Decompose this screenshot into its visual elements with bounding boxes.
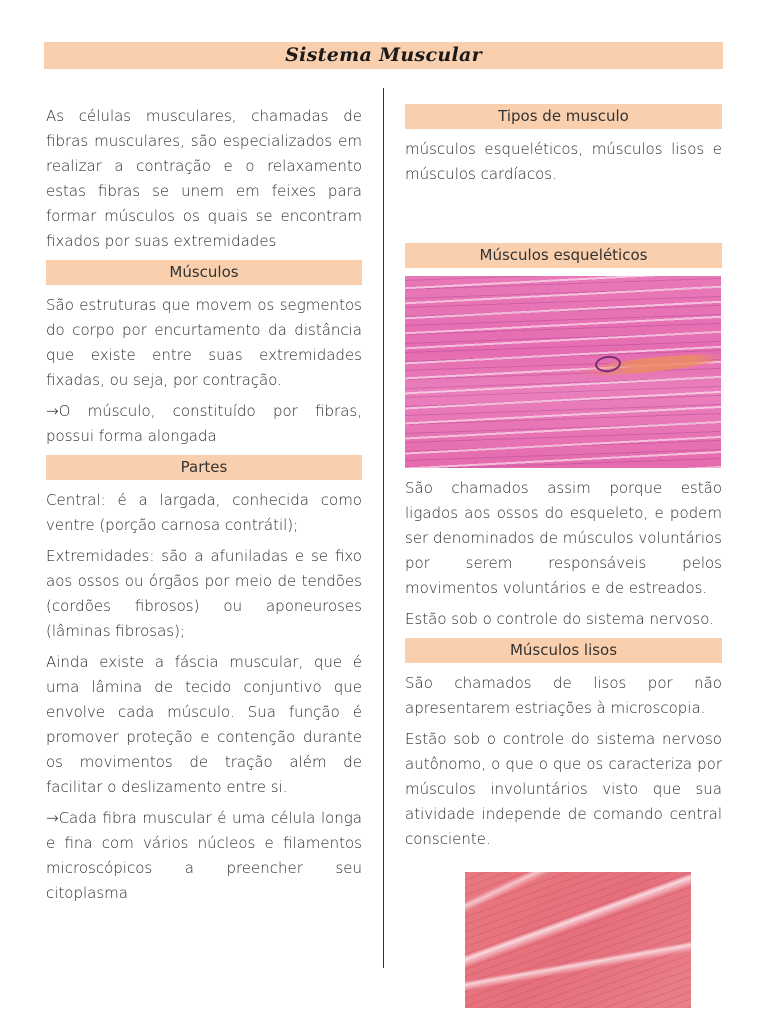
section-heading-lisos: Músculos lisos <box>405 638 722 663</box>
section-heading-musculos: Músculos <box>46 260 362 285</box>
smooth-muscle-micrograph <box>465 872 691 1008</box>
section-heading-tipos: Tipos de musculo <box>405 104 722 129</box>
esqueleticos-control: Estão sob o controle do sistema nervoso. <box>405 610 714 628</box>
partes-extremidades: Extremidades: são a afuniladas e se fixo aos ossos ou órgãos por meio de tendões (cordões fibrosos) ou aponeuroses (lâminas fibrosas); <box>46 547 362 640</box>
esqueleticos-paragraph: São chamados assim porque estão ligados aos ossos do esqueleto, e podem ser denominados de músculos voluntários por serem responsáveis pelos movimentos voluntários e de estreados. <box>405 479 722 597</box>
partes-central: Central: é a largada, conhecida como ventre (porção carnosa contrátil); <box>46 491 362 534</box>
page-title: Sistema Muscular <box>285 44 482 66</box>
right-column <box>405 104 722 858</box>
title-bar <box>44 42 723 69</box>
section-heading-esqueleticos: Músculos esqueléticos <box>405 243 722 268</box>
musculos-note: →O músculo, constituído por fibras, possui forma alongada <box>46 402 362 445</box>
partes-fascia: Ainda existe a fáscia muscular, que é uma lâmina de tecido conjuntivo que envolve cada músculo. Sua função é promover proteção e contenção durante os movimentos de tração além de facilitar o deslizamento entre si. <box>46 653 362 796</box>
intro-paragraph: As células musculares, chamadas de fibras musculares, são especializados em realizar a contração e o relaxamento estas fibras se unem em feixes para formar músculos os quais se encontram fixados por suas extremidades <box>46 107 362 250</box>
lisos-control: Estão sob o controle do sistema nervoso autônomo, o que o que os caracteriza por músculos involuntários visto que sua atividade independe de comando central consciente. <box>405 730 722 848</box>
partes-fibra-note: →Cada fibra muscular é uma célula longa e fina com vários núcleos e filamentos microscópicos a preencher seu citoplasma <box>46 809 362 902</box>
musculos-paragraph: São estruturas que movem os segmentos do corpo por encurtamento da distância que existe entre suas extremidades fixadas, ou seja, por contração. <box>46 296 362 389</box>
tipos-paragraph: músculos esqueléticos, músculos lisos e músculos cardíacos. <box>405 140 722 183</box>
skeletal-muscle-micrograph <box>405 276 721 468</box>
left-column <box>46 104 362 912</box>
column-divider <box>383 88 384 968</box>
lisos-paragraph: São chamados de lisos por não apresentarem estriações à microscopia. <box>405 674 722 717</box>
section-heading-partes: Partes <box>46 455 362 480</box>
